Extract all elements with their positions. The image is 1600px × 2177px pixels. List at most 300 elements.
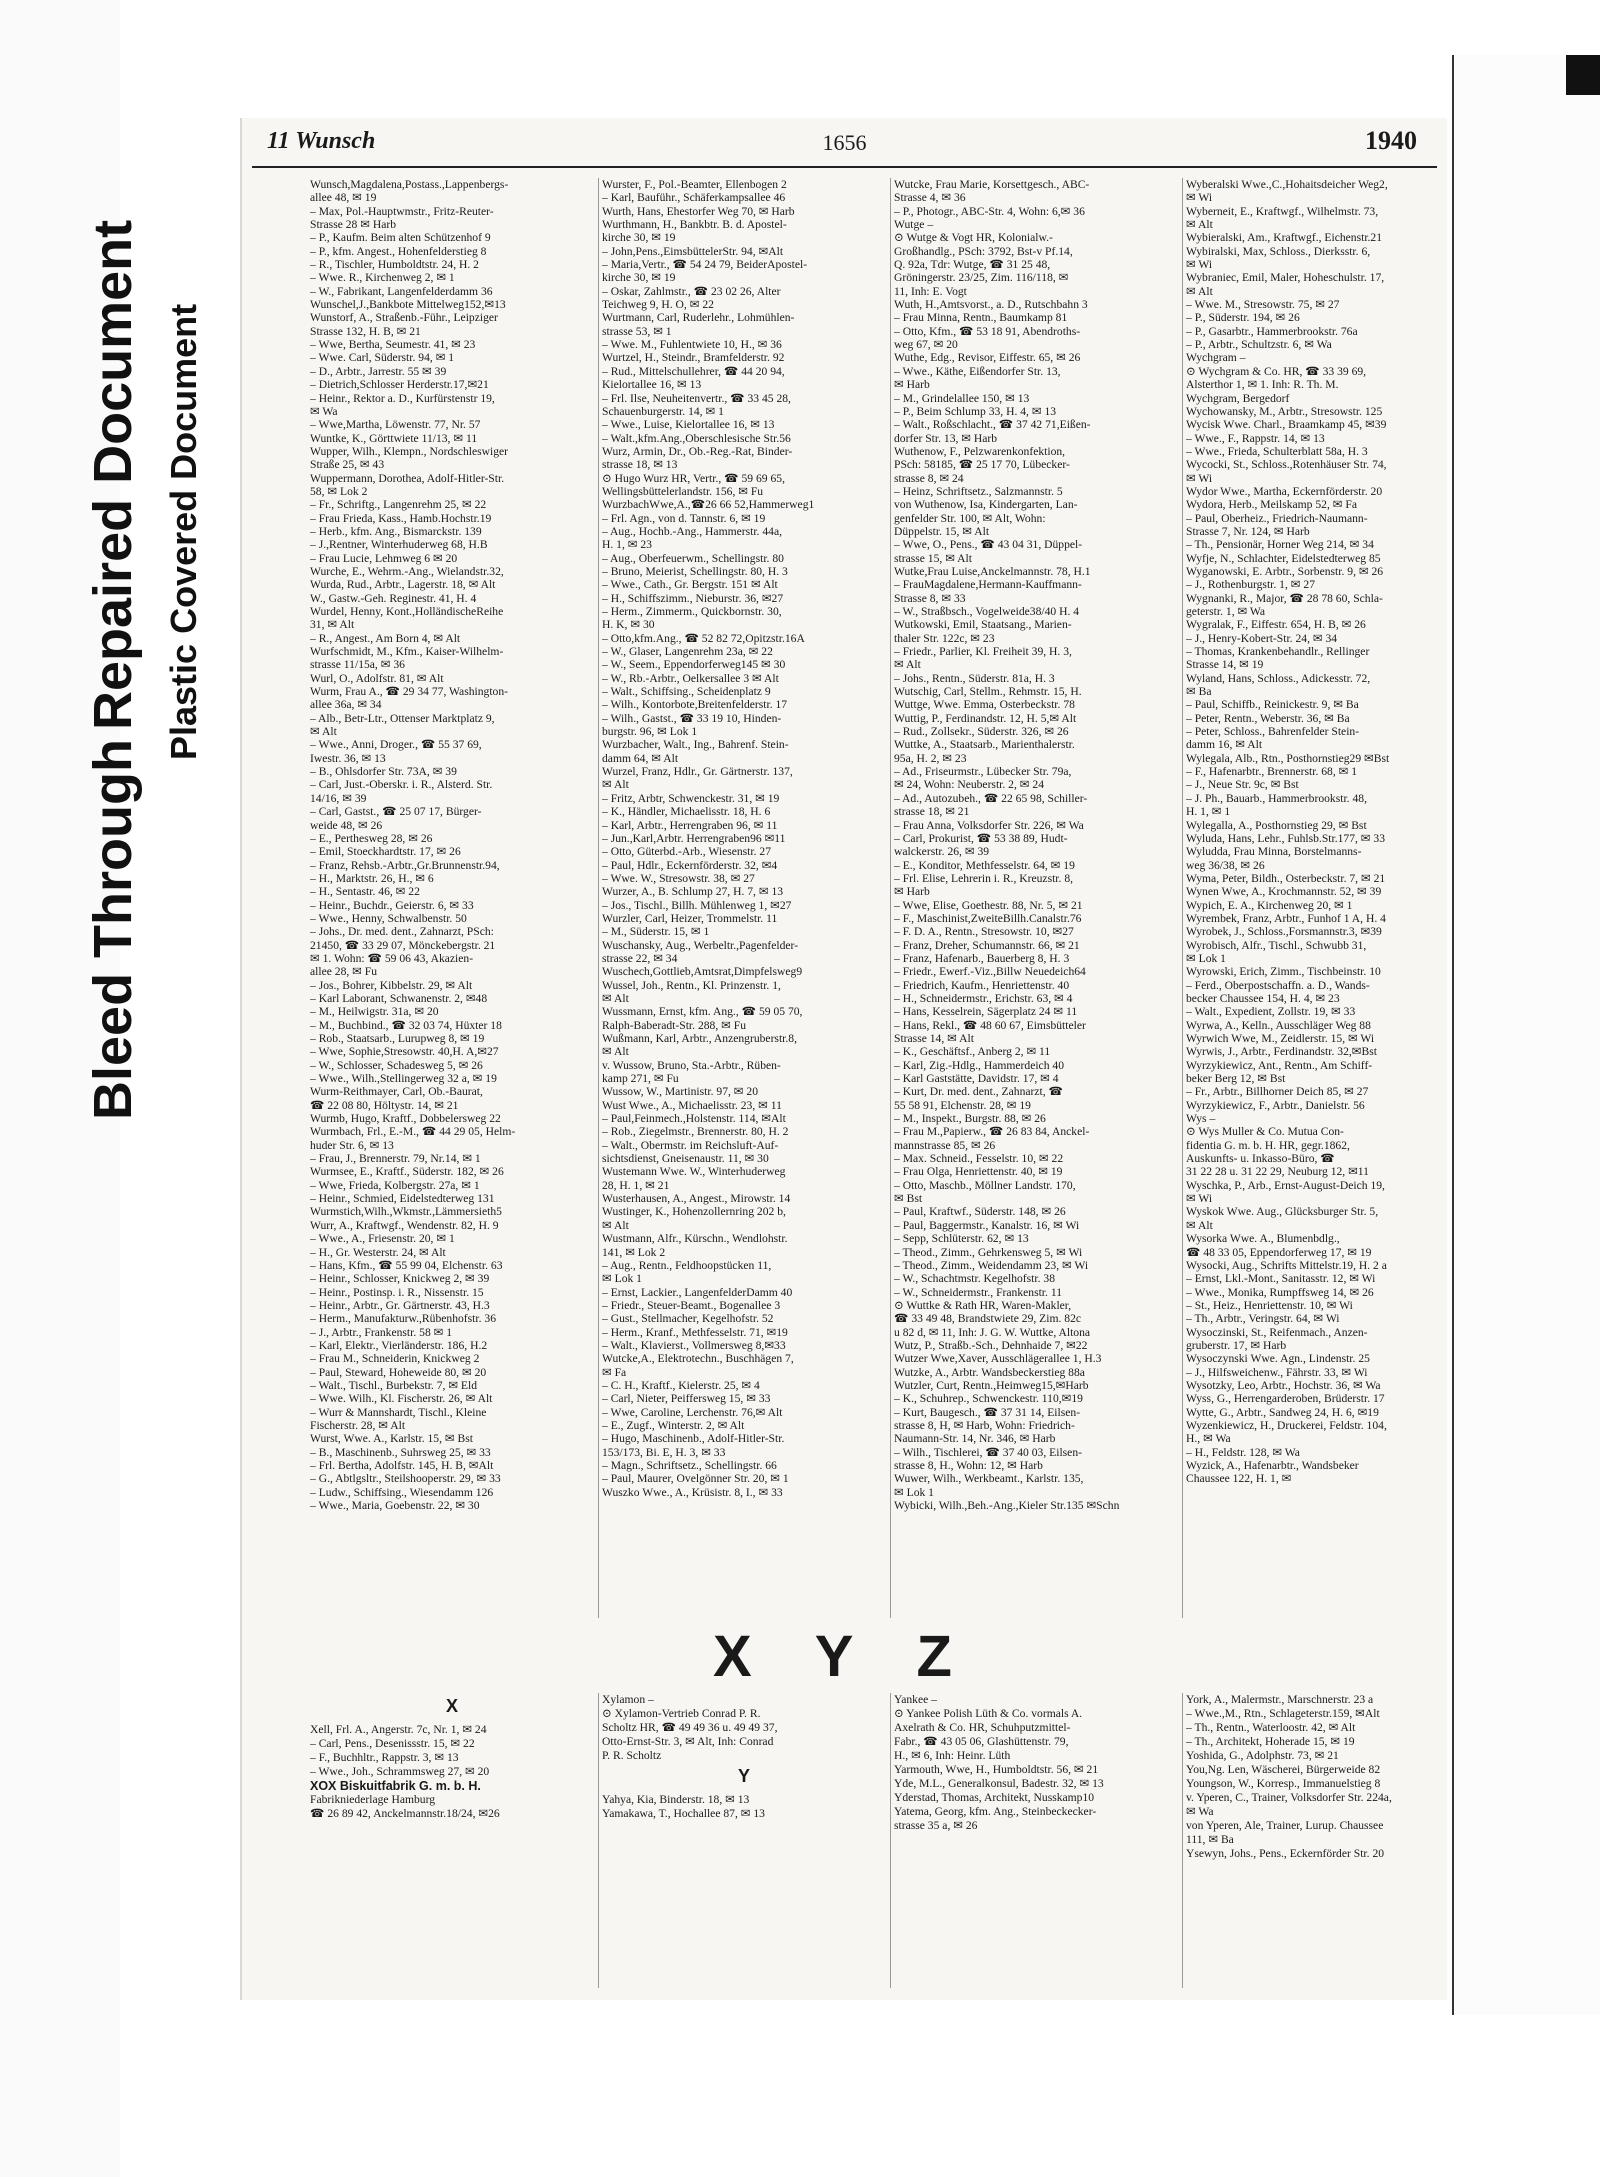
directory-entry: – Wwe., Käthe, Eißendorfer Str. 13, <box>894 364 1061 378</box>
directory-entry: – Paul, Hdlr., Eckernförderstr. 32, ✉4 <box>602 858 778 872</box>
directory-entry: – Herm., Zimmerm., Quickbornstr. 30, <box>602 605 782 618</box>
directory-entry: Wustmann, Alfr., Kürschn., Wendlohstr. <box>602 1232 788 1246</box>
directory-entry: – Hans, Kfm., ☎ 55 99 04, Elchenstr. 63 <box>310 1258 503 1272</box>
directory-column-2 <box>602 178 886 1499</box>
directory-entry: – H., Gr. Westerstr. 24, ✉ Alt <box>310 1245 446 1259</box>
directory-entry: Yahya, Kia, Binderstr. 18, ✉ 13 <box>602 1793 750 1806</box>
column-divider <box>598 178 599 1618</box>
directory-entry: – Friedr., Steuer-Beamt., Bogenallee 3 <box>602 1298 781 1312</box>
directory-entry: damm 16, ✉ Alt <box>1186 738 1263 752</box>
directory-entry: W., Gastw.-Geh. Reginestr. 41, H. 4 <box>310 591 477 605</box>
directory-entry: strasse 8, H., Wohn: 12, ✉ Harb <box>894 1459 1043 1472</box>
directory-entry: Wyschka, P., Arb., Ernst-August-Deich 19, <box>1186 1178 1385 1192</box>
directory-entry: Wutzer Wwe,Xaver, Ausschlägerallee 1, H.3 <box>894 1352 1102 1366</box>
directory-entry: – Theod., Zimm., Weidendamm 23, ✉ Wi <box>894 1258 1089 1272</box>
directory-entry: – Emil, Stoeckhardtstr. 17, ✉ 26 <box>310 845 461 859</box>
directory-entry: Wygralak, F., Eiffestr. 654, H. B, ✉ 26 <box>1186 618 1366 632</box>
directory-entry: – Wwe.,M., Rtn., Schlageterstr.159, ✉Alt <box>1186 1707 1380 1720</box>
directory-entry: Strasse 132, H. B, ✉ 21 <box>310 324 421 338</box>
directory-entry: – K., Geschäftsf., Anberg 2, ✉ 11 <box>894 1045 1051 1059</box>
directory-entry: Strasse 28 ✉ Harb <box>310 218 397 232</box>
directory-entry: 153/173, Bi. E, H. 3, ✉ 33 <box>602 1445 726 1459</box>
directory-entry: – Frl. Agn., von d. Tannstr. 6, ✉ 19 <box>602 511 766 525</box>
directory-entry: Wunschel,J.,Bankbote Mittelweg152,✉13 <box>310 298 506 312</box>
directory-entry: ✉ Lok 1 <box>602 1272 642 1286</box>
directory-entry: Wyrobisch, Alfr., Tischl., Schwubb 31, <box>1186 938 1367 952</box>
directory-entry: strasse 53, ✉ 1 <box>602 324 672 338</box>
directory-entry: – Th., Pensionär, Horner Weg 214, ✉ 34 <box>1186 538 1374 552</box>
directory-entry: kamp 271, ✉ Fu <box>602 1072 679 1086</box>
directory-entry: – Walt., Schiffsing., Scheidenplatz 9 <box>602 685 771 699</box>
directory-entry: ✉ Lok 1 <box>1186 951 1226 965</box>
directory-entry: Wutzler, Curt, Rentn.,Heimweg15,✉Harb <box>894 1378 1089 1392</box>
directory-entry: – F., Buchhltr., Rappstr. 3, ✉ 13 <box>310 1751 459 1764</box>
directory-entry: v. Yperen, C., Trainer, Volksdorfer Str. 224a, <box>1186 1791 1392 1804</box>
directory-entry: strasse 15, ✉ Alt <box>894 551 972 565</box>
entry-list <box>894 1693 1178 1833</box>
scan-dark-corner <box>1566 55 1600 95</box>
directory-entry: – Wwe, Caroline, Lerchenstr. 76,✉ Alt <box>602 1405 783 1419</box>
directory-column-3 <box>894 178 1178 1512</box>
directory-entry: – Carl, Pens., Desenissstr. 15, ✉ 22 <box>310 1737 475 1750</box>
directory-entry: Wyrobek, J., Schloss.,Forsmannstr.3, ✉39 <box>1186 925 1382 939</box>
directory-entry: Q. 92a, Tdr: Wutge, ☎ 31 25 48, <box>894 258 1051 272</box>
directory-entry: 31 22 28 u. 31 22 29, Neuburg 12, ✉11 <box>1186 1165 1369 1179</box>
directory-entry: – Frau Minna, Rentn., Baumkamp 81 <box>894 311 1068 325</box>
directory-entry: – R., Tischler, Humboldtstr. 24, H. 2 <box>310 258 479 272</box>
directory-entry: – Rob., Ziegelmstr., Brennerstr. 80, H. 2 <box>602 1125 789 1139</box>
directory-entry: Wuth, H.,Amtsvorst., a. D., Rutschbahn 3 <box>894 298 1088 312</box>
adjacent-page-edge <box>1452 55 1600 2015</box>
directory-entry: – Wwe, Frieda, Kolbergstr. 27a, ✉ 1 <box>310 1178 480 1192</box>
directory-entry: WurzbachWwe,A.,☎26 66 52,Hammerweg1 <box>602 498 815 512</box>
directory-entry: Wuntke, K., Görttwiete 11/13, ✉ 11 <box>310 431 478 445</box>
directory-entry: ✉ Wa <box>310 404 338 418</box>
directory-entry: strasse 35 a, ✉ 26 <box>894 1819 978 1832</box>
directory-entry: – H., Sentastr. 46, ✉ 22 <box>310 885 420 899</box>
directory-entry: Wypich, E. A., Kirchenweg 20, ✉ 1 <box>1186 898 1353 912</box>
directory-entry: – M., Süderstr. 15, ✉ 1 <box>602 925 710 939</box>
directory-entry: – Ernst, Lkl.-Mont., Sanitasstr. 12, ✉ Wi <box>1186 1272 1376 1286</box>
directory-entry: sichtsdienst, Gneisenaustr. 11, ✉ 30 <box>602 1152 769 1166</box>
directory-entry: – Frau M.,Papierw., ☎ 26 83 84, Anckel- <box>894 1125 1090 1139</box>
directory-entry: Wunsch,Magdalena,Postass.,Lappenbergs- <box>310 178 509 191</box>
directory-entry: – Kurt, Baugesch., ☎ 37 31 14, Eilsen- <box>894 1405 1081 1419</box>
directory-entry: – W., Schlosser, Schadesweg 5, ✉ 26 <box>310 1058 483 1072</box>
directory-entry: ✉ Wi <box>1186 1192 1213 1206</box>
entry-list <box>310 1793 594 1821</box>
directory-entry: – Walt., Obermstr. im Reichsluft-Auf- <box>602 1138 779 1152</box>
directory-entry: – Rob., Staatsarb., Lurupweg 8, ✉ 19 <box>310 1032 485 1045</box>
directory-column-4 <box>1186 178 1438 1486</box>
directory-entry: – Peter, Rentn., Weberstr. 36, ✉ Ba <box>1186 711 1350 725</box>
directory-entry: Wyrwa, A., Kelln., Ausschläger Weg 88 <box>1186 1018 1371 1032</box>
directory-entry: Gröningerstr. 23/25, Zim. 116/118, ✉ <box>894 271 1069 285</box>
directory-entry: – Thomas, Krankenbehandlr., Rellinger <box>1186 645 1370 659</box>
directory-entry: – Hans, Rekl., ☎ 48 60 67, Eimsbütteler <box>894 1018 1086 1032</box>
directory-entry: – Wwe. M., Stresowstr. 75, ✉ 27 <box>1186 298 1340 312</box>
directory-entry: Wurfschmidt, M., Kfm., Kaiser-Wilhelm- <box>310 645 504 659</box>
page-header <box>252 126 1437 168</box>
directory-entry: Wuttge, Wwe. Emma, Osterbeckstr. 78 <box>894 698 1075 712</box>
entry-list <box>310 1723 594 1779</box>
directory-entry: Wuttke, A., Staatsarb., Marienthalerstr. <box>894 738 1075 752</box>
directory-entry: 28, H. 1, ✉ 21 <box>602 1178 670 1192</box>
directory-entry: – B., Maschinenb., Suhrsweg 25, ✉ 33 <box>310 1445 491 1459</box>
column-divider <box>890 178 891 1618</box>
directory-entry: kirche 30, ✉ 19 <box>602 231 676 245</box>
bottom-column-3 <box>894 1693 1178 1833</box>
directory-entry: – H., Schneidermstr., Erichstr. 63, ✉ 4 <box>894 991 1073 1005</box>
directory-entry: ✉ Wi <box>1186 471 1213 485</box>
entry-list <box>602 1793 886 1821</box>
directory-entry: – Wwe., F., Rappstr. 14, ✉ 13 <box>1186 431 1325 445</box>
directory-entry: – M., Inspekt., Burgstr. 88, ✉ 26 <box>894 1112 1046 1126</box>
directory-entry: Schauenburgerstr. 14, ✉ 1 <box>602 404 724 418</box>
directory-entry: Wutcke,A., Elektrotechn., Buschhägen 7, <box>602 1352 794 1366</box>
directory-entry: – Wwe., Anni, Droger., ☎ 55 37 69, <box>310 738 482 752</box>
directory-entry: Wysotzky, Leo, Arbtr., Hochstr. 36, ✉ Wa <box>1186 1378 1381 1392</box>
directory-entry: – Aug., Hochb.-Ang., Hammerstr. 44a, <box>602 524 782 538</box>
directory-entry: PSch: 58185, ☎ 25 17 70, Lübecker- <box>894 458 1070 472</box>
directory-entry: ⊙ Hugo Wurz HR, Vertr., ☎ 59 69 65, <box>602 471 785 485</box>
entry-list <box>602 1693 886 1763</box>
directory-entry: ⊙ Xylamon-Vertrieb Conrad P. R. <box>602 1707 761 1720</box>
directory-entry: Wuschansky, Aug., Werbeltr.,Pagenfelder- <box>602 938 799 952</box>
directory-entry: Wurdel, Henny, Kont.,HolländischeReihe <box>310 605 504 618</box>
directory-entry: Wyskok Wwe. Aug., Glücksburger Str. 5, <box>1186 1205 1379 1219</box>
directory-entry: Wurth, Hans, Ehestorfer Weg 70, ✉ Harb <box>602 204 795 218</box>
directory-entry: – M., Buchbind., ☎ 32 03 74, Hüxter 18 <box>310 1018 502 1032</box>
directory-entry: Wyganowski, E. Arbtr., Sorbenstr. 9, ✉ 26 <box>1186 564 1384 578</box>
directory-entry: H., ✉ 6, Inh: Heinr. Lüth <box>894 1749 1011 1762</box>
directory-entry: Wustemann Wwe. W., Winterhuderweg <box>602 1165 786 1179</box>
directory-entry: Yatema, Georg, kfm. Ang., Steinbeckecker- <box>894 1805 1097 1818</box>
directory-entry: 11, Inh: E. Vogt <box>894 284 967 298</box>
directory-entry: ☎ 22 08 80, Höltystr. 14, ✉ 21 <box>310 1098 459 1112</box>
directory-entry: Wybiralski, Max, Schloss., Dierksstr. 6, <box>1186 244 1371 258</box>
directory-entry: – W., Glaser, Langenrehm 23a, ✉ 22 <box>602 645 773 659</box>
directory-entry: Wyma, Peter, Bildh., Osterbeckstr. 7, ✉ 21 <box>1186 871 1386 885</box>
directory-entry: – Karl, Zig.-Hdlg., Hammerdeich 40 <box>894 1058 1064 1072</box>
directory-entry: – Wwe., A., Friesenstr. 20, ✉ 1 <box>310 1232 455 1246</box>
directory-entry: beker Berg 12, ✉ Bst <box>1186 1072 1286 1086</box>
directory-entry: Wychowansky, M., Arbtr., Stresowstr. 125 <box>1186 404 1383 418</box>
directory-entry: Yarmouth, Wwe, H., Humboldtstr. 56, ✉ 21 <box>894 1763 1099 1776</box>
directory-entry: – J., Rothenburgstr. 1, ✉ 27 <box>1186 578 1315 592</box>
directory-entry: – Wilh., Gastst., ☎ 33 19 10, Hinden- <box>602 711 782 725</box>
directory-entry: – Otto, Maschb., Möllner Landstr. 170, <box>894 1178 1076 1192</box>
directory-entry: – Wwe. W., Stresowstr. 38, ✉ 27 <box>602 871 755 885</box>
directory-entry: ✉ Alt <box>602 778 629 792</box>
directory-entry: – Jos., Tischl., Billh. Mühlenweg 1, ✉27 <box>602 898 792 912</box>
directory-entry: ✉ Alt <box>1186 284 1213 298</box>
directory-entry: Wurzler, Carl, Heizer, Trommelstr. 11 <box>602 911 778 925</box>
directory-entry: weg 36/38, ✉ 26 <box>1186 858 1265 872</box>
directory-entry: – Wwe., Wilh.,Stellingerweg 32 a, ✉ 19 <box>310 1072 497 1086</box>
directory-entry: – Theod., Zimm., Gehrkensweg 5, ✉ Wi <box>894 1245 1083 1259</box>
directory-entry: 141, ✉ Lok 2 <box>602 1245 666 1259</box>
directory-entry: strasse 8, ✉ 24 <box>894 471 964 485</box>
directory-entry: Wurda, Rud., Arbtr., Lagerstr. 18, ✉ Alt <box>310 578 496 592</box>
directory-entry: Wunstorf, A., Straßenb.-Führ., Leipziger <box>310 311 498 325</box>
directory-entry: Xell, Frl. A., Angerstr. 7c, Nr. 1, ✉ 24 <box>310 1723 487 1736</box>
directory-entry: Wurzel, Franz, Hdlr., Gr. Gärtnerstr. 137, <box>602 765 793 779</box>
directory-entry: – Carl, Gastst., ☎ 25 07 17, Bürger- <box>310 805 482 819</box>
directory-entry: – Frau, J., Brennerstr. 79, Nr.14, ✉ 1 <box>310 1152 481 1166</box>
directory-entry: Wurmstich,Wilh.,Wkmstr.,Lämmersieth5 <box>310 1205 502 1219</box>
directory-entry: – Wwe, O., Pens., ☎ 43 04 31, Düppel- <box>894 538 1083 552</box>
directory-entry: ⊙ Wys Muller & Co. Mutua Con- <box>1186 1125 1344 1139</box>
directory-entry: York, A., Malermstr., Marschnerstr. 23 a <box>1186 1693 1374 1706</box>
directory-entry: – Wwe. M., Fuhlentwiete 10, H., ✉ 36 <box>602 338 782 352</box>
directory-entry: Ysewyn, Johs., Pens., Eckernförder Str. 20 <box>1186 1847 1385 1860</box>
directory-entry: allee 36a, ✉ 34 <box>310 698 382 712</box>
directory-entry: – Wwe., Cath., Gr. Bergstr. 151 ✉ Alt <box>602 578 778 592</box>
bottom-column-x <box>310 1693 594 1821</box>
directory-entry: Wyberalski Wwe.,C.,Hohaitsdeicher Weg2, <box>1186 178 1388 191</box>
directory-entry: – Alb., Betr-Ltr., Ottenser Marktplatz 9, <box>310 711 495 725</box>
directory-entry: ✉ Ba <box>1186 685 1212 699</box>
directory-entry: Wuttig, P., Ferdinandstr. 12, H. 5,✉ Alt <box>894 711 1077 725</box>
directory-entry: – Paul, Maurer, Ovelgönner Str. 20, ✉ 1 <box>602 1472 789 1486</box>
directory-entry: – P., Kaufm. Beim alten Schützenhof 9 <box>310 231 491 245</box>
directory-entry: – Frl. Elise, Lehrerin i. R., Kreuzstr. 8, <box>894 871 1074 885</box>
directory-entry: ✉ Alt <box>1186 218 1213 232</box>
letter-heading-y: Y <box>737 1766 750 1786</box>
directory-entry: Wutkowski, Emil, Staatsang., Marien- <box>894 618 1072 632</box>
directory-entry: Wust Wwe., A., Michaelisstr. 23, ✉ 11 <box>602 1098 782 1112</box>
directory-entry: Wupper, Wilh., Klempn., Nordschleswiger <box>310 444 509 458</box>
directory-entry: Wyrzykiewicz, Ant., Rentn., Am Schiff- <box>1186 1058 1373 1072</box>
directory-entry: Wybicki, Wilh.,Beh.-Ang.,Kieler Str.135 ✉Schn <box>894 1499 1120 1513</box>
directory-entry: Fischerstr. 28, ✉ Alt <box>310 1418 406 1432</box>
directory-column-1 <box>310 178 594 1512</box>
directory-entry: 58, ✉ Lok 2 <box>310 484 368 498</box>
directory-entry: Wyss, G., Herrengarderoben, Brüderstr. 17 <box>1186 1392 1385 1406</box>
directory-entry: weide 48, ✉ 26 <box>310 818 383 832</box>
directory-entry: – Herm., Manufakturw.,Rübenhofstr. 36 <box>310 1312 497 1326</box>
directory-entry: fidentia G. m. b. H. HR, gegr.1862, <box>1186 1138 1350 1152</box>
directory-entry: Strasse 8, ✉ 33 <box>894 591 966 605</box>
directory-entry: strasse 18, ✉ 21 <box>894 805 970 819</box>
directory-entry: Wyfje, N., Schlachter, Eidelstedterweg 85 <box>1186 551 1381 565</box>
directory-entry: H. 1, ✉ 23 <box>602 538 652 552</box>
directory-entry: Wurm, Frau A., ☎ 29 34 77, Washington- <box>310 685 508 699</box>
directory-entry: – Wwe., Monika, Rumpffsweg 14, ✉ 26 <box>1186 1285 1374 1299</box>
directory-entry: Wyland, Hans, Schloss., Adickesstr. 72, <box>1186 671 1371 685</box>
directory-entry: – W., Fabrikant, Langenfelderdamm 36 <box>310 284 493 298</box>
directory-entry: Wydora, Herb., Meilskamp 52, ✉ Fa <box>1186 498 1357 512</box>
directory-entry: Wyrwis, J., Arbtr., Ferdinandstr. 32,✉Bst <box>1186 1045 1377 1059</box>
directory-entry: allee 28, ✉ Fu <box>310 965 378 979</box>
directory-entry: – Heinr., Buchdr., Geierstr. 6, ✉ 33 <box>310 898 474 912</box>
directory-entry: – Ad., Friseurmstr., Lübecker Str. 79a, <box>894 765 1072 779</box>
directory-entry: – Karl, Arbtr., Herrengraben 96, ✉ 11 <box>602 818 778 832</box>
directory-entry: – Th., Rentn., Waterloostr. 42, ✉ Alt <box>1186 1721 1356 1734</box>
directory-entry: 111, ✉ Ba <box>1186 1833 1234 1846</box>
directory-entry: Teichweg 9, H. O, ✉ 22 <box>602 298 714 312</box>
directory-entry: – St., Heiz., Henriettenstr. 10, ✉ Wi <box>1186 1298 1353 1312</box>
directory-entry: – M., Grindelallee 150, ✉ 13 <box>894 391 1030 405</box>
directory-entry: – Heinz, Schriftsetz., Salzmannstr. 5 <box>894 484 1063 498</box>
directory-entry: P. R. Scholtz <box>602 1749 662 1762</box>
directory-entry: – P., Gasarbtr., Hammerbrookstr. 76a <box>1186 324 1358 338</box>
directory-entry: ✉ Harb <box>894 885 930 899</box>
directory-entry: Youngson, W., Korresp., Immanuelstieg 8 <box>1186 1777 1381 1790</box>
directory-entry: Wurr, A., Kraftwgf., Wendenstr. 82, H. 9 <box>310 1218 499 1232</box>
directory-entry: – Hans, Kesselrein, Sägerplatz 24 ✉ 11 <box>894 1005 1078 1019</box>
directory-entry: – Frau Anna, Volksdorfer Str. 226, ✉ Wa <box>894 818 1084 832</box>
directory-entry: Wygnanki, R., Major, ☎ 28 78 60, Schla- <box>1186 591 1383 605</box>
directory-entry: Wys – <box>1186 1112 1216 1126</box>
directory-entry: strasse 11/15a, ✉ 36 <box>310 658 405 672</box>
directory-entry: – Wwe. Wilh., Kl. Fischerstr. 26, ✉ Alt <box>310 1392 493 1406</box>
directory-entry: – FrauMagdalene,Hermann-Kauffmann- <box>894 578 1082 592</box>
directory-entry: – J., Arbtr., Frankenstr. 58 ✉ 1 <box>310 1325 453 1339</box>
directory-entry: – Franz, Dreher, Schumannstr. 66, ✉ 21 <box>894 938 1080 952</box>
directory-entry: – Frl. Ilse, Neuheitenvertr., ☎ 33 45 28, <box>602 391 791 405</box>
directory-entry: Wutzke, A., Arbtr. Wandsbeckerstieg 88a <box>894 1365 1085 1379</box>
directory-entry: – Carl, Just.-Oberskr. i. R., Alsterd. Str. <box>310 778 493 792</box>
directory-entry: – Max, Pol.-Hauptwmstr., Fritz-Reuter- <box>310 204 494 218</box>
directory-entry: – Frau M., Schneiderin, Knickweg 2 <box>310 1352 480 1366</box>
directory-entry: – Wwe, Elise, Goethestr. 88, Nr. 5, ✉ 21 <box>894 898 1083 912</box>
directory-entry: von Wuthenow, Isa, Kindergarten, Lan- <box>894 498 1078 512</box>
directory-entry: ✉ Wi <box>1186 258 1213 272</box>
directory-entry: Wyluda, Hans, Lehr., Fuhlsb.Str.177, ✉ 33 <box>1186 831 1386 845</box>
directory-entry: – Fr., Arbtr., Billhorner Deich 85, ✉ 27 <box>1186 1085 1369 1099</box>
directory-entry: – Walt., Klavierst., Vollmersweg 8,✉33 <box>602 1338 786 1352</box>
directory-entry: – Otto, Kfm., ☎ 53 18 91, Abendroths- <box>894 324 1081 338</box>
directory-entry: – E., Zugf., Winterstr. 2, ✉ Alt <box>602 1418 745 1432</box>
directory-entry: – Ad., Autozubeh., ☎ 22 65 98, Schiller- <box>894 791 1088 805</box>
column-divider <box>598 1693 599 1988</box>
directory-entry: ✉ Alt <box>1186 1218 1213 1232</box>
directory-entry: ✉ Wi <box>1186 191 1213 205</box>
directory-entry: Strasse 14, ✉ 19 <box>1186 658 1264 672</box>
directory-entry: walckerstr. 26, ✉ 39 <box>894 845 990 859</box>
directory-entry: – H., Marktstr. 26, H., ✉ 6 <box>310 871 434 885</box>
directory-entry: Wytte, G., Arbtr., Sandweg 24, H. 6, ✉19 <box>1186 1405 1379 1419</box>
directory-entry: Wycisk Wwe. Charl., Braamkamp 45, ✉39 <box>1186 418 1387 432</box>
directory-entry: ✉ 1. Wohn: ☎ 59 06 43, Akazien- <box>310 951 474 965</box>
header-page-number: 1656 <box>822 130 867 155</box>
directory-entry: Strasse 7, Nr. 124, ✉ Harb <box>1186 524 1310 538</box>
directory-entry: u 82 d, ✉ 11, Inh: J. G. W. Wuttke, Altona <box>894 1325 1091 1339</box>
directory-entry: Wussow, W., Martinistr. 97, ✉ 20 <box>602 1085 758 1099</box>
directory-entry: – H., Feldstr. 128, ✉ Wa <box>1186 1445 1300 1459</box>
directory-entry: – Fr., Schriftg., Langenrehm 25, ✉ 22 <box>310 498 487 512</box>
directory-entry: – Heinr., Arbtr., Gr. Gärtnerstr. 43, H.3 <box>310 1298 490 1312</box>
directory-entry: Wuwer, Wilh., Werkbeamt., Karlstr. 135, <box>894 1472 1084 1486</box>
directory-entry: Wysorka Wwe. A., Blumenbdlg., <box>1186 1232 1340 1246</box>
directory-entry: ☎ 26 89 42, Anckelmannstr.18/24, ✉26 <box>310 1807 500 1820</box>
directory-entry: Wurster, F., Pol.-Beamter, Ellenbogen 2 <box>602 178 787 191</box>
directory-entry: – W., Schachtmstr. Kegelhofstr. 38 <box>894 1272 1056 1286</box>
directory-entry: ⊙ Wychgram & Co. HR, ☎ 33 39 69, <box>1186 364 1367 378</box>
directory-entry: Wuthenow, F., Pelzwarenkonfektion, <box>894 444 1066 458</box>
directory-entry: Kielortallee 16, ✉ 13 <box>602 378 702 392</box>
directory-entry: – J., Neue Str. 9c, ✉ Bst <box>1186 778 1299 792</box>
directory-entry: Wurche, E., Wehrm.-Ang., Wielandstr.32, <box>310 564 504 578</box>
directory-entry: Wutcke, Frau Marie, Korsettgesch., ABC- <box>894 178 1090 191</box>
directory-entry: – Wwe. R., Kirchenweg 2, ✉ 1 <box>310 271 455 285</box>
directory-entry: ✉ Bst <box>894 1192 923 1206</box>
directory-entry: – P., Photogr., ABC-Str. 4, Wohn: 6,✉ 36 <box>894 204 1085 218</box>
directory-entry: – Frau Lucie, Lehmweg 6 ✉ 20 <box>310 551 458 565</box>
directory-entry: Fabr., ☎ 43 05 06, Glashüttenstr. 79, <box>894 1735 1069 1748</box>
directory-entry: Wussel, Joh., Rentn., Kl. Prinzenstr. 1, <box>602 978 781 992</box>
directory-entry: – J., Hilfsweichenw., Fährstr. 33, ✉ Wi <box>1186 1365 1368 1379</box>
directory-entry: Wutke,Frau Luise,Anckelmannstr. 78, H.1 <box>894 564 1091 578</box>
directory-entry: – Paul, Schiffb., Reinickestr. 9, ✉ Ba <box>1186 698 1359 712</box>
directory-entry: – Gust., Stellmacher, Kegelhofstr. 52 <box>602 1312 774 1326</box>
directory-entry: Wyludda, Frau Minna, Borstelmanns- <box>1186 845 1362 859</box>
directory-entry: ⊙ Wutge & Vogt HR, Kolonialw.- <box>894 231 1053 245</box>
directory-entry: Wuthe, Edg., Revisor, Eiffestr. 65, ✉ 26 <box>894 351 1081 365</box>
directory-entry: ✉ Alt <box>602 1218 629 1232</box>
directory-entry: Yankee – <box>894 1693 937 1706</box>
directory-entry: – Herm., Kranf., Methfesselstr. 71, ✉19 <box>602 1325 788 1339</box>
directory-entry: – Aug., Oberfeuerwm., Schellingstr. 80 <box>602 551 784 565</box>
directory-entry: – Maria,Vertr., ☎ 54 24 79, BeiderApostel- <box>602 258 808 272</box>
directory-entry: – Th., Arbtr., Veringstr. 64, ✉ Wi <box>1186 1312 1340 1326</box>
directory-entry: Wurmb, Hugo, Kraftf., Dobbelersweg 22 <box>310 1112 501 1126</box>
directory-entry: – D., Arbtr., Jarrestr. 55 ✉ 39 <box>310 364 447 378</box>
repaired-document-label: Repaired Document <box>83 219 143 730</box>
directory-entry: – F., Hafenarbtr., Brennerstr. 68, ✉ 1 <box>1186 765 1358 779</box>
directory-entry: Wyberneit, E., Kraftwgf., Wilhelmstr. 73, <box>1186 204 1379 218</box>
directory-entry: 55 58 91, Elchenstr. 28, ✉ 19 <box>894 1098 1031 1112</box>
directory-entry: – Wilh., Kontorbote,Breitenfelderstr. 17 <box>602 698 788 712</box>
directory-entry: von Yperen, Ale, Trainer, Lurup. Chaussee <box>1186 1819 1384 1832</box>
section-heading-xyz: X Y Z <box>713 1624 976 1689</box>
directory-entry: Wurl, O., Adolfstr. 81, ✉ Alt <box>310 671 444 685</box>
directory-entry: ✉ Lok 1 <box>894 1485 934 1499</box>
directory-entry: – F., Maschinist,ZweiteBillh.Canalstr.76 <box>894 911 1082 925</box>
directory-entry: strasse 18, ✉ 13 <box>602 458 678 472</box>
directory-entry: – Herb., kfm. Ang., Bismarckstr. 139 <box>310 524 482 538</box>
directory-entry: Wuszko Wwe., A., Krüsistr. 8, I., ✉ 33 <box>602 1485 783 1499</box>
directory-entry: – Kurt, Dr. med. dent., Zahnarzt, ☎ <box>894 1085 1063 1099</box>
directory-entry: ✉ Fa <box>602 1365 627 1379</box>
directory-entry: – W., Straßbsch., Vogelweide38/40 H. 4 <box>894 605 1080 618</box>
directory-entry: Straße 25, ✉ 43 <box>310 458 385 472</box>
directory-entry: Großhandlg., PSch: 3792, Bst-v Pf.14, <box>894 244 1073 258</box>
directory-entry: – Jun.,Karl,Arbtr. Herrengraben96 ✉11 <box>602 831 786 845</box>
directory-entry: – Frau Olga, Henriettenstr. 40, ✉ 19 <box>894 1165 1063 1179</box>
directory-entry: Yoshida, G., Adolphstr. 73, ✉ 21 <box>1186 1749 1339 1762</box>
directory-entry: – Karl Gaststätte, Davidstr. 17, ✉ 4 <box>894 1072 1059 1086</box>
directory-entry: – Rud., Zollsekr., Süderstr. 326, ✉ 26 <box>894 725 1069 739</box>
directory-entry: Xylamon – <box>602 1693 654 1706</box>
bottom-column-y <box>602 1693 886 1821</box>
directory-entry: Wurthmann, H., Bankbtr. B. d. Apostel- <box>602 218 787 232</box>
directory-entry: – Friedr., Ewerf.-Viz.,Billw Neuedeich64 <box>894 965 1086 979</box>
directory-entry: – Wwe. Carl, Süderstr. 94, ✉ 1 <box>310 351 455 365</box>
directory-entry: strasse 8, H, ✉ Harb, Wohn: Friedrich- <box>894 1418 1075 1432</box>
directory-entry: – Walt.,kfm.Ang.,Oberschlesische Str.56 <box>602 431 791 445</box>
directory-entry: Wysoczinski, St., Reifenmach., Anzen- <box>1186 1325 1368 1339</box>
directory-entry: – E., Perthesweg 28, ✉ 26 <box>310 831 433 845</box>
header-year: 1940 <box>1365 126 1417 155</box>
directory-page <box>240 118 1447 2000</box>
directory-entry: – Wwe., Frieda, Schulterblatt 58a, H. 3 <box>1186 444 1368 458</box>
directory-entry: Wutz, P., Straßb.-Sch., Dehnhaide 7, ✉22 <box>894 1338 1088 1352</box>
directory-entry: becker Chaussee 154, H. 4, ✉ 23 <box>1186 991 1340 1005</box>
directory-entry: H. K, ✉ 30 <box>602 618 655 632</box>
